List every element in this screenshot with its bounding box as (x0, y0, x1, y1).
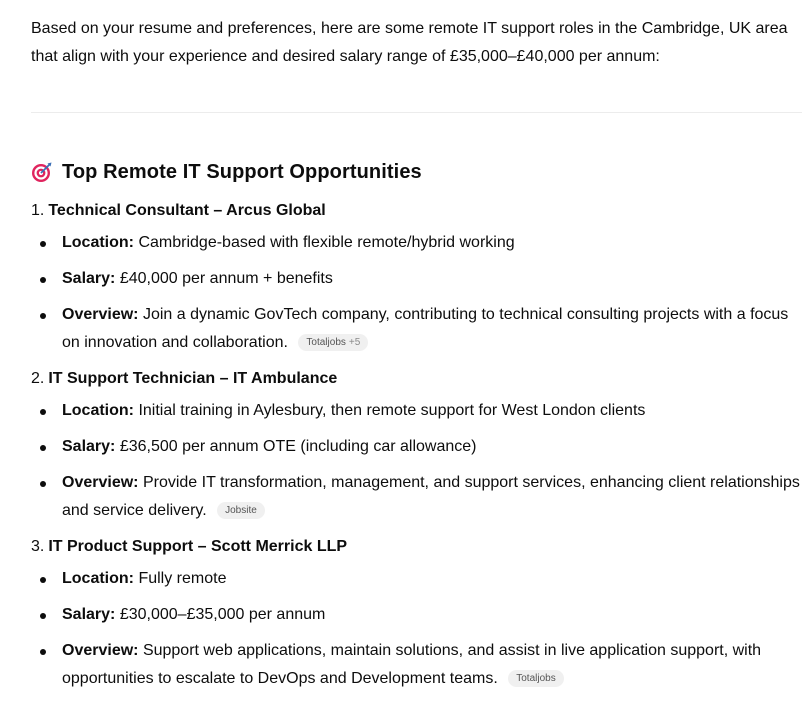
overview-value: Join a dynamic GovTech company, contributing to technical consulting projects with a focus on innovation and collaboration. (62, 306, 789, 351)
salary-label: Salary: (62, 438, 116, 455)
job-title (31, 199, 802, 223)
job-title-text: IT Support Technician – IT Ambulance (48, 370, 338, 387)
job-salary (31, 601, 802, 629)
section-divider (31, 112, 802, 113)
job-title-text: Technical Consultant – Arcus Global (48, 202, 326, 219)
location-value: Fully remote (138, 570, 227, 587)
job-title-text: IT Product Support – Scott Merrick LLP (48, 538, 348, 555)
job-details-list (31, 229, 802, 357)
job-location (31, 565, 802, 593)
salary-value: £40,000 per annum + benefits (119, 270, 333, 287)
source-citation-badge[interactable] (217, 502, 265, 519)
salary-value: £36,500 per annum OTE (including car allowance) (119, 438, 477, 455)
source-name: Totaljobs (516, 673, 556, 684)
overview-value: Support web applications, maintain solutions, and assist in live application support, with opportunities to escalate to DevOps and Development teams. (62, 642, 762, 687)
location-label: Location: (62, 570, 134, 587)
salary-label: Salary: (62, 606, 116, 623)
job-number: 1. (31, 202, 45, 219)
intro-paragraph: Based on your resume and preferences, here are some remote IT support roles in the Cambridge, UK area that align with your experience and desired salary range of £35,000–£40,000 per annum: (31, 20, 788, 65)
job-overview (31, 469, 802, 525)
job-listing (31, 535, 802, 693)
source-name: Jobsite (225, 505, 257, 516)
job-details-list (31, 397, 802, 525)
job-overview (31, 637, 802, 693)
overview-label: Overview: (62, 306, 139, 323)
job-location (31, 229, 802, 257)
job-salary (31, 433, 802, 461)
source-more-count: +5 (348, 337, 361, 348)
section-heading (31, 157, 802, 187)
job-listing (31, 367, 802, 525)
overview-label: Overview: (62, 642, 139, 659)
job-listing (31, 199, 802, 357)
salary-label: Salary: (62, 270, 116, 287)
source-name: Totaljobs (306, 337, 346, 348)
job-number: 3. (31, 538, 45, 555)
job-details-list (31, 565, 802, 693)
target-icon (31, 161, 53, 183)
job-location (31, 397, 802, 425)
location-label: Location: (62, 402, 134, 419)
job-title (31, 367, 802, 391)
source-citation-badge[interactable] (298, 334, 368, 351)
job-salary (31, 265, 802, 293)
location-label: Location: (62, 234, 134, 251)
location-value: Cambridge-based with flexible remote/hybrid working (138, 234, 515, 251)
section-title: Top Remote IT Support Opportunities (62, 160, 422, 183)
overview-label: Overview: (62, 474, 139, 491)
job-overview (31, 301, 802, 357)
salary-value: £30,000–£35,000 per annum (119, 606, 326, 623)
job-number: 2. (31, 370, 45, 387)
location-value: Initial training in Aylesbury, then remote support for West London clients (138, 402, 646, 419)
source-citation-badge[interactable] (508, 670, 563, 687)
overview-value: Provide IT transformation, management, and support services, enhancing client relationships and service delivery. (62, 474, 800, 519)
job-title (31, 535, 802, 559)
